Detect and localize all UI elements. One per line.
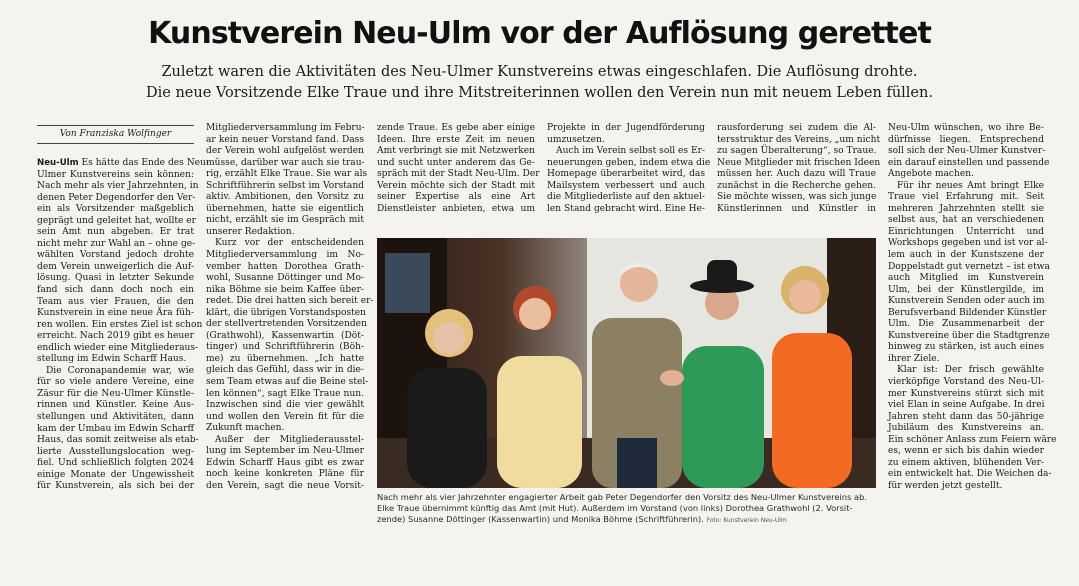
col1-line: endlich wieder eine Mitgliederaus- <box>37 342 199 353</box>
col1-line: Team aus vier Frauen, die den <box>37 296 194 307</box>
col5-line: Neue Mitglieder mit frischen Ideen <box>717 157 881 168</box>
col2-line: wohl, Susanne Döttinger und Mo- <box>206 273 364 284</box>
article-headline: Kunstverein Neu-Ulm vor der Auflösung gerettet <box>148 16 931 51</box>
col6-line: vierköpfige Vorstand des Neu-Ul- <box>888 377 1044 388</box>
col3-line: Verein möchte sich der Stadt mit <box>377 180 535 191</box>
photo-credit: Foto: Kunstverein Neu-Ulm <box>706 517 787 525</box>
column-5 <box>717 123 881 215</box>
col1-line: stellung im Edwin Scharff Haus. <box>37 354 187 365</box>
col2-line: übernehmen, hatte sie eigentlich <box>206 203 364 214</box>
group-photo-illustration <box>377 238 876 488</box>
col6-line: Für ihr neues Amt bringt Elke <box>897 180 1044 191</box>
col4-line: Homepage überarbeitet wird, das <box>547 169 705 180</box>
col6-line: Einrichtungen Unterricht und <box>888 226 1044 237</box>
col2-line: ar kein neuer Vorstand fand. Dass <box>206 134 364 145</box>
col1-line: Kunstverein in eine neue Ära füh- <box>37 308 194 319</box>
col6-line: hinweg zu stärken, ist auch eines <box>888 342 1044 353</box>
col6-line: selbst aus, hat an verschiedenen <box>888 215 1044 226</box>
col6-line: viel Elan in seine Aufgabe. In drei <box>888 400 1045 411</box>
col3-line: spräch mit der Stadt Neu-Ulm. Der <box>377 169 540 180</box>
column-6 <box>888 123 1057 493</box>
col6-line: Ein schöner Anlass zum Feiern wäre <box>888 434 1057 445</box>
col2-line: müsse, darüber war auch sie trau- <box>206 157 365 168</box>
col1-line: sein Amt nun abgeben. Er trat <box>37 227 194 238</box>
col2-line: Inzwischen sind die vier gewählt <box>206 400 364 411</box>
col3-line: Ideen. Ihre erste Zeit im neuen <box>377 134 535 145</box>
col2-line: klärt, die übrigen Vorstandsposten <box>206 307 367 318</box>
dateline: Neu-Ulm <box>37 158 79 168</box>
col2-line: len können“, sagt Elke Traue nun. <box>206 388 364 399</box>
col1-line: nicht mehr zur Wahl an – ohne ge- <box>37 238 196 249</box>
col6-line: dürfnisse liegen. Entsprechend <box>888 134 1044 145</box>
col6-line: zu einem aktiven, blühenden Ver- <box>888 457 1044 468</box>
col2-line: Kurz vor der entscheidenden <box>215 238 364 249</box>
article-deck-line-1: Zuletzt waren die Aktivitäten des Neu-Ulmer Kunstvereins etwas eingeschlafen. Die Auflösung drohte. <box>161 64 918 80</box>
col2-line: tinger) und Schriftführerin (Böh- <box>206 342 364 353</box>
caption-line-1: Nach mehr als vier Jahrzehnter engagierter Arbeit gab Peter Degendorfer den Vorsitz des Neu-Ulmer Kunstvereins ab. <box>377 492 867 502</box>
col6-line: Angebote machen. <box>888 169 974 180</box>
col2-line: lung im September im Neu-Ulmer <box>206 446 364 457</box>
col2-line: rig, erzählt Elke Traue. Sie war als <box>206 169 368 180</box>
col6-line: Berufsverband Bildender Künstler <box>888 307 1047 318</box>
col6-line: Ulm. Die Zusammenarbeit der <box>888 319 1044 330</box>
col6-line: Jahren steht dann das 50-jährige <box>888 411 1044 422</box>
col2-line: der Verein wohl aufgelöst werden <box>206 146 364 157</box>
col2-line: Zukunft machen. <box>206 423 285 434</box>
col3-line: Amt verbringt sie mit Netzwerken <box>377 146 535 157</box>
col5-line: müssen her. Auch dazu will Traue <box>717 169 876 180</box>
caption-line-2: Elke Traue übernimmt künftig das Amt (mit Hut). Außerdem im Vorstand (von links) Dorothea Grathwohl (2. Vorsit- <box>377 503 853 514</box>
col5-line: rausforderung sei zudem die Al- <box>717 123 876 133</box>
col2-line: gleich das Gefühl, dass wir in die- <box>206 365 364 376</box>
col1-line-0: Neu-Ulm Es hätte das Ende des Neu- <box>37 158 209 168</box>
col5-line: zunächst in die Recherche gehen. <box>717 180 876 191</box>
column-1 <box>37 158 209 493</box>
col1-line: Zäsur für die Neu-Ulmer Künstle- <box>37 388 194 399</box>
col6-line: Kunstvereine über die Stadtgrenze <box>888 330 1050 341</box>
col1-line: denen Peter Degendorfer den Ver- <box>37 192 196 203</box>
col2-line: nicht, erzählt sie im Gespräch mit <box>206 215 364 226</box>
col2-line: sem Team etwas auf die Beine stel- <box>206 377 369 388</box>
col5-line: Künstlerinnen und Künstler in <box>717 203 876 214</box>
col6-line: Neu-Ulm wünschen, wo ihre Be- <box>888 123 1044 133</box>
column-2 <box>206 123 374 493</box>
col1-line: für so viele andere Vereine, eine <box>37 377 194 388</box>
col2-line: (Grathwohl), Kassenwartin (Döt- <box>206 330 364 341</box>
col2-line: vember hatten Dorothea Grath- <box>206 261 364 272</box>
col6-line: ein entwickelt hat. Die Weichen da- <box>888 469 1052 480</box>
col2-line: unserer Redaktion. <box>206 226 295 237</box>
col5-line: zu sagen Überalterung“, so Traue. <box>717 146 877 157</box>
col6-line: Klar ist: Der frisch gewählte <box>897 365 1044 376</box>
col6-line: mehreren Jahrzehnten stellt sie <box>888 203 1044 214</box>
col6-line: soll sich der Neu-Ulmer Kunstver- <box>888 146 1046 157</box>
col6-line: ihrer Ziele. <box>888 353 940 364</box>
column-3 <box>377 123 540 215</box>
col2-line: me) zu übernehmen. „Ich hatte <box>206 353 364 364</box>
col3-line: zende Traue. Es gebe aber einige <box>377 123 535 133</box>
col2-line: der stellvertretenden Vorsitzenden <box>206 319 367 330</box>
col4-line: die Mitgliederliste auf den aktuel- <box>547 192 705 203</box>
col1-line: ren wollen. Ein erstes Ziel ist schon <box>37 319 203 330</box>
col1-line: wählten Vorstand jedoch drohte <box>37 250 194 261</box>
col6-line: Jubiläum des Kunstvereins an. <box>888 423 1044 434</box>
col2-line: Mitgliederversammlung im No- <box>206 250 364 261</box>
column-4 <box>547 123 711 215</box>
col2-line: Außer der Mitgliederausstel- <box>215 434 364 445</box>
col5-line: tersstruktur des Vereins, „um nicht <box>717 134 881 145</box>
col4-line: umzusetzen. <box>547 134 605 145</box>
col2-line: noch keine konkreten Pläne für <box>206 469 364 480</box>
col5-line: Sie möchte wissen, was sich junge <box>717 192 877 203</box>
col6-line: Ulm, bei der Künstlergilde, im <box>888 284 1044 295</box>
col4-line: neuerungen geben, indem etwa die <box>547 157 711 168</box>
col1-line: geprägt und geleitet hat, wollte er <box>37 215 197 226</box>
col1-line: Die Coronapandemie war, wie <box>46 365 194 376</box>
group-photo <box>377 238 876 488</box>
col1-line: Ulmer Kunstvereins sein können: <box>37 169 194 180</box>
col1-line: ein als Vorsitzender maßgeblich <box>37 204 194 215</box>
col1-line: für Kunstverein, als sich bei der <box>37 481 194 492</box>
col1-line: lösung. Quasi in letzter Sekunde <box>37 273 194 284</box>
col4-line: Projekte in der Jugendförderung <box>547 123 705 133</box>
col6-line: für werden jetzt gestellt. <box>888 480 1003 491</box>
col1-line: rinnen und Künstler. Keine Aus- <box>37 400 194 411</box>
col2-line: Edwin Scharff Haus gibt es zwar <box>206 457 364 468</box>
col2-line: und wollen den Verein fit für die <box>206 411 364 422</box>
col1-line: fiel. Und schließlich folgten 2024 <box>37 458 194 469</box>
col2-line: redet. Die drei hatten sich bereit er- <box>206 296 374 307</box>
col1-line: fand sich dann doch noch ein <box>37 285 194 296</box>
article-deck-line-2: Die neue Vorsitzende Elke Traue und ihre Mitstreiterinnen wollen den Verein nun mit neuem Leben füllen. <box>146 85 933 101</box>
col1-line: lierte Ausstellungslocation weg- <box>37 446 194 457</box>
col4-line: len Stand gebracht wird. Eine He- <box>547 203 705 214</box>
byline: Von Franziska Wolfinger <box>37 125 194 144</box>
col1-line: Haus, das somit zeitweise als etab- <box>37 435 199 446</box>
col4-line: Mailsystem verbessert und auch <box>547 180 705 191</box>
col2-line: Mitgliederversammlung im Febru- <box>206 123 365 133</box>
col2-line: Schriftführerin selbst im Vorstand <box>206 180 364 191</box>
col3-line: seiner Expertise als eine Art <box>377 192 535 203</box>
col2-line: aktiv. Ambitionen, den Vorsitz zu <box>206 192 364 203</box>
col1-line: kam der Umbau im Edwin Scharff <box>37 423 194 434</box>
col4-line: Auch im Verein selbst soll es Er- <box>556 146 706 157</box>
photo-caption <box>377 492 876 527</box>
col2-line: den Verein, sagt die neue Vorsit- <box>206 480 364 491</box>
col6-line: Workshops gegeben und ist vor al- <box>888 238 1048 249</box>
col6-line: es, wenn er sich bis dahin wieder <box>888 446 1044 457</box>
col6-line: Traue viel Erfahrung mit. Seit <box>888 192 1044 203</box>
col3-line: Dienstleister anbieten, etwa um <box>377 203 535 214</box>
col1-line: stellungen und Aktivitäten, dann <box>37 412 194 423</box>
col1-line: einige Monate der Ungewissheit <box>37 469 194 480</box>
col1-line: dem Verein unweigerlich die Auf- <box>37 261 194 272</box>
col1-line: erreicht. Nach 2019 gibt es heuer <box>37 331 194 342</box>
col1-line: Nach mehr als vier Jahrzehnten, in <box>37 181 199 192</box>
col6-line: auch Mitglied im Kunstverein <box>888 273 1044 284</box>
col6-line: ein darauf einstellen und passende <box>888 157 1050 168</box>
col6-line: Doppelstadt gut vernetzt – ist etwa <box>888 261 1050 272</box>
col6-line: Kunstverein Senden oder auch im <box>888 296 1045 307</box>
caption-line-3: zende) Susanne Döttinger (Kassenwartin) und Monika Böhme (Schriftführerin). Foto: Kunstverein Neu-Ulm <box>377 514 787 525</box>
col6-line: lem auch in der Kunstszene der <box>888 250 1044 261</box>
col3-line: und sucht unter anderem das Ge- <box>377 157 535 168</box>
col6-line: mer Kunstvereins stürzt sich mit <box>888 388 1044 399</box>
col2-line: nika Böhme sie beim Kaffee über- <box>206 284 364 295</box>
